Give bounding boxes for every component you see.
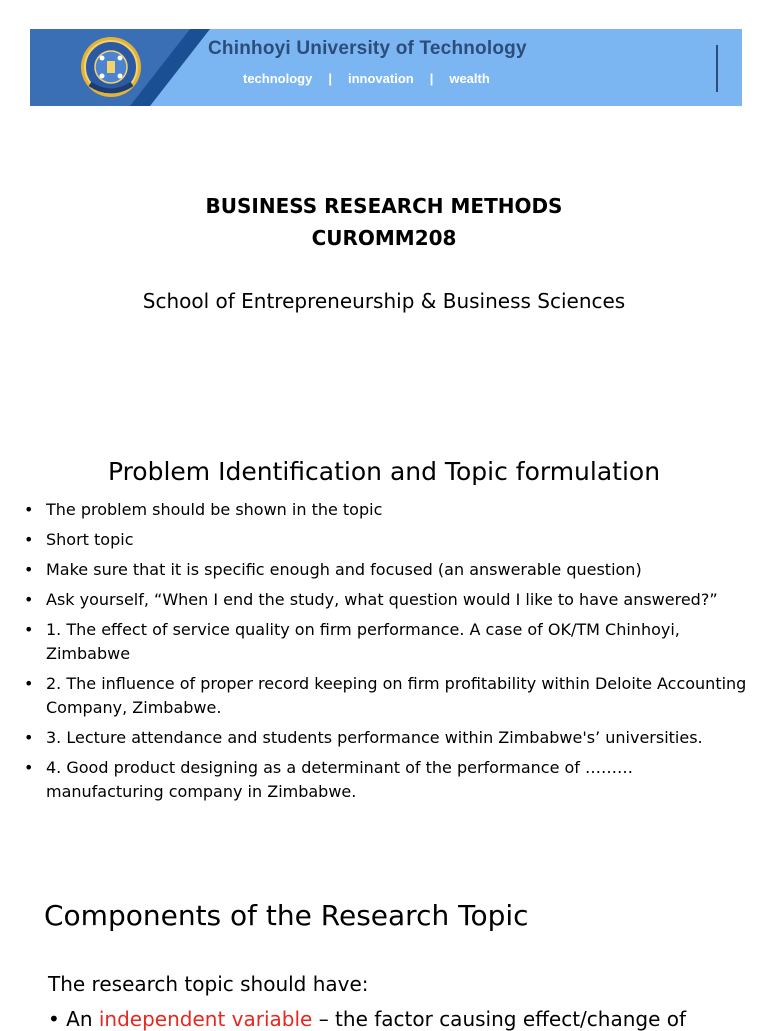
tagline-separator: | (328, 71, 332, 86)
list-item: • 4. Good product designing as a determinant of the performance of ……… manufacturing company in Zimbabwe. (24, 756, 754, 804)
course-title: BUSINESS RESEARCH METHODS (205, 194, 563, 218)
slide-title: Problem Identification and Topic formulation (107, 457, 661, 486)
university-seal-icon (80, 36, 142, 98)
list-item: • Make sure that it is specific enough and focused (an answerable question) (24, 558, 754, 582)
school-name: School of Entrepreneurship & Business Sciences (142, 289, 626, 313)
bullet-prefix: • An (48, 1007, 99, 1031)
banner-divider (716, 45, 718, 92)
tagline-separator: | (429, 71, 434, 86)
university-tagline (243, 71, 490, 86)
university-name: Chinhoyi University of Technology (208, 38, 527, 59)
list-item: • Short topic (24, 528, 754, 552)
bullet-rest: – the factor causing effect/change of (312, 1007, 687, 1031)
university-banner (30, 29, 742, 106)
list-item: • 1. The effect of service quality on firm performance. A case of OK/TM Chinhoyi, Zimbabwe (24, 618, 754, 666)
independent-variable-highlight: independent variable (98, 1007, 313, 1031)
list-item: • Ask yourself, “When I end the study, what question would I like to have answered?” (24, 588, 754, 612)
tagline-wealth: wealth (449, 71, 490, 86)
topic-bullet-list (24, 498, 754, 810)
tagline-technology: technology (243, 71, 313, 86)
list-item: • The problem should be shown in the topic (24, 498, 754, 522)
components-lead: The research topic should have: (48, 972, 369, 996)
tagline-innovation: innovation (347, 71, 414, 86)
components-bullet (48, 1007, 686, 1031)
course-code: CUROMM208 (311, 226, 457, 250)
list-item: • 3. Lecture attendance and students performance within Zimbabwe's’ universities. (24, 726, 754, 750)
components-title: Components of the Research Topic (44, 899, 529, 932)
list-item: • 2. The influence of proper record keeping on firm profitability within Deloite Accounting Company, Zimbabwe. (24, 672, 754, 720)
